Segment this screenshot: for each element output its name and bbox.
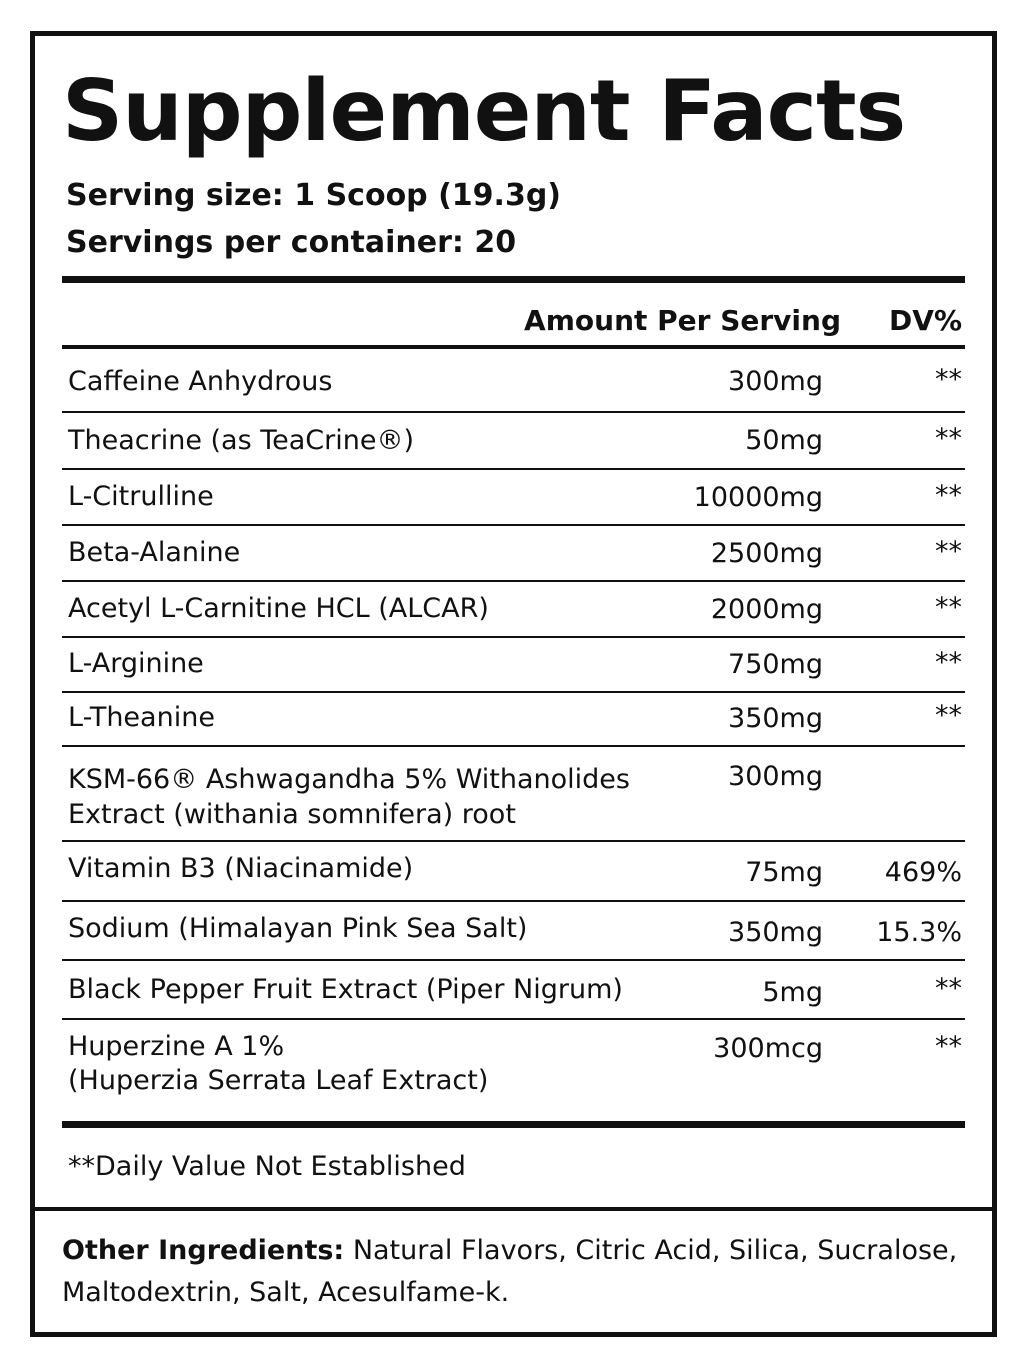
ingredient-dv: ** <box>935 647 962 678</box>
ingredient-dv: ** <box>935 423 962 454</box>
servings-per-container: Servings per container: 20 <box>66 225 517 260</box>
ingredient-amount: 300mg <box>728 366 823 397</box>
daily-value-footnote: **Daily Value Not Established <box>68 1151 466 1182</box>
ingredient-row <box>62 470 965 526</box>
ingredient-name: Vitamin B3 (Niacinamide) <box>68 853 414 884</box>
ingredient-name: Huperzine A 1% <box>68 1031 285 1062</box>
ingredient-name: Theacrine (as TeaCrine®) <box>68 425 415 456</box>
ingredient-row <box>62 349 965 413</box>
top-thick-rule <box>62 276 965 283</box>
ingredient-dv: ** <box>935 973 962 1004</box>
ingredient-dv: 469% <box>884 857 962 888</box>
ingredient-dv: ** <box>935 480 962 511</box>
ingredient-name: Acetyl L-Carnitine HCL (ALCAR) <box>68 593 489 624</box>
ingredient-row <box>62 693 965 747</box>
ingredient-amount: 2000mg <box>710 594 823 625</box>
ingredient-row <box>62 526 965 582</box>
ingredient-dv: 15.3% <box>876 917 962 948</box>
ingredient-row <box>62 902 965 961</box>
ingredient-row <box>62 747 965 842</box>
ingredient-amount: 50mg <box>745 425 823 456</box>
ingredient-name: L-Citrulline <box>68 481 214 512</box>
amount-header: Amount Per Serving <box>524 304 841 337</box>
facts-title: Supplement Facts <box>62 62 906 161</box>
ingredient-name: Beta-Alanine <box>68 537 241 568</box>
ingredient-amount: 750mg <box>728 649 823 680</box>
bottom-thick-rule <box>62 1121 965 1128</box>
other-ingredients <box>62 1230 962 1314</box>
ingredient-dv: ** <box>935 536 962 567</box>
ingredient-amount: 300mg <box>728 761 823 792</box>
ingredient-row <box>62 842 965 902</box>
ingredient-amount: 75mg <box>745 857 823 888</box>
ingredient-row <box>62 582 965 638</box>
ingredient-amount: 350mg <box>728 703 823 734</box>
ingredient-amount: 2500mg <box>710 538 823 569</box>
ingredient-dv: ** <box>935 364 962 395</box>
ingredient-dv: ** <box>935 700 962 731</box>
ingredient-row <box>62 413 965 470</box>
ingredient-row <box>62 961 965 1020</box>
ingredient-amount: 350mg <box>728 917 823 948</box>
ingredient-name: Caffeine Anhydrous <box>68 366 333 397</box>
ingredient-row <box>62 1020 965 1120</box>
ingredient-name: Black Pepper Fruit Extract (Piper Nigrum) <box>68 974 623 1005</box>
ingredient-name: L-Arginine <box>68 648 204 679</box>
ingredient-name: L-Theanine <box>68 702 215 733</box>
ingredient-name-continued: Extract (withania somnifera) root <box>68 799 516 830</box>
supplement-facts-panel <box>30 31 997 1337</box>
ingredient-dv: ** <box>935 592 962 623</box>
ingredient-dv: ** <box>935 1031 962 1062</box>
ingredient-amount: 300mcg <box>713 1033 823 1064</box>
ingredient-name: KSM-66® Ashwagandha 5% Withanolides <box>68 764 630 795</box>
other-ingredients-divider <box>35 1207 992 1211</box>
other-ingredients-text: Natural Flavors, Citric Acid, Silica, Sucralose, Maltodextrin, Salt, Acesulfame-k. <box>62 1235 958 1308</box>
ingredient-amount: 5mg <box>762 977 823 1008</box>
ingredient-name: Sodium (Himalayan Pink Sea Salt) <box>68 913 528 944</box>
ingredient-amount: 10000mg <box>693 482 823 513</box>
ingredient-name-continued: (Huperzia Serrata Leaf Extract) <box>68 1065 489 1096</box>
serving-size: Serving size: 1 Scoop (19.3g) <box>66 178 562 213</box>
other-ingredients-label: Other Ingredients: <box>62 1235 345 1266</box>
ingredient-row <box>62 638 965 693</box>
dv-header: DV% <box>889 304 962 337</box>
